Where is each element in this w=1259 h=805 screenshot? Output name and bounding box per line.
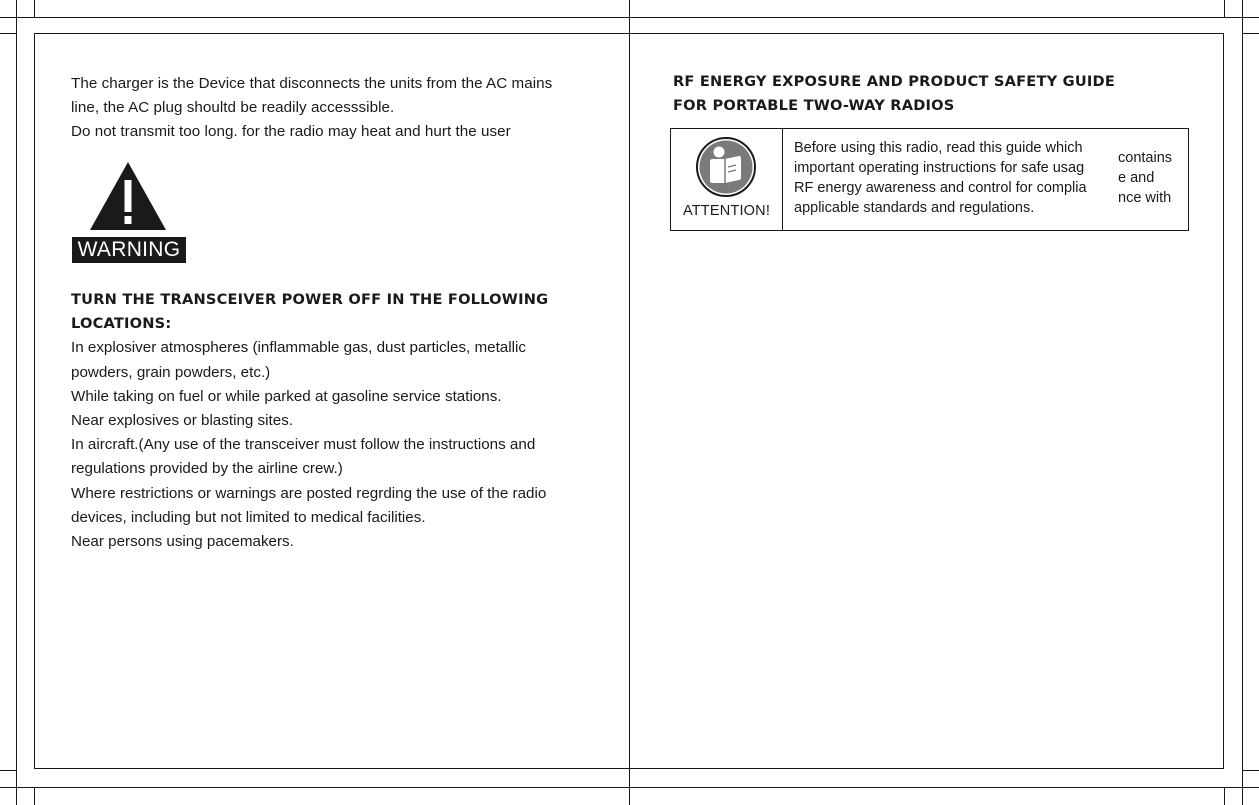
attention-text-line: RF energy awareness and control for complia [794, 180, 1087, 196]
location-line: Where restrictions or warnings are posted regrding the use of the radio [71, 484, 547, 502]
section-heading: TURN THE TRANSCEIVER POWER OFF IN THE FOLLOWING [71, 291, 549, 308]
crop-mark [0, 33, 16, 34]
rf-guide-heading [673, 70, 1193, 118]
attention-label: ATTENTION! [682, 203, 771, 219]
left-intro-text [71, 72, 611, 144]
trim-line-left [16, 0, 17, 805]
intro-line: The charger is the Device that disconnects the units from the AC mains [71, 75, 553, 92]
attention-overflow-text [1118, 148, 1188, 208]
warning-label: WARNING [72, 237, 186, 263]
page-fold-divider [629, 0, 630, 805]
location-line: While taking on fuel or while parked at gasoline service stations. [71, 387, 502, 405]
crop-mark [0, 770, 16, 771]
crop-mark [1224, 788, 1225, 805]
location-line: Near explosives or blasting sites. [71, 412, 294, 430]
locations-section [71, 288, 616, 554]
heading-line: RF ENERGY EXPOSURE AND PRODUCT SAFETY GUIDE [673, 73, 1115, 90]
attention-text-line: important operating instructions for safe usag [794, 160, 1085, 176]
attention-text-line: Before using this radio, read this guide which [794, 140, 1083, 156]
intro-line: line, the AC plug shoultd be readily accesssible. [71, 99, 395, 116]
attention-overflow-line: contains [1118, 150, 1173, 166]
crop-mark [1224, 0, 1225, 17]
location-line: In aircraft.(Any use of the transceiver must follow the instructions and [71, 436, 536, 454]
trim-line-right [1242, 0, 1243, 805]
intro-line: Do not transmit too long. for the radio may heat and hurt the user [71, 123, 511, 140]
location-line: devices, including but not limited to medical facilities. [71, 508, 426, 526]
attention-divider [782, 129, 783, 230]
crop-mark [34, 788, 35, 805]
crop-mark [34, 0, 35, 17]
crop-mark [1243, 33, 1259, 34]
location-line: In explosiver atmospheres (inflammable gas, dust particles, metallic [71, 339, 526, 357]
crop-mark [1243, 770, 1259, 771]
attention-overflow-line: nce with [1118, 190, 1172, 206]
attention-overflow-line: e and [1118, 170, 1155, 186]
section-heading: LOCATIONS: [71, 315, 172, 333]
location-line: powders, grain powders, etc.) [71, 363, 271, 381]
attention-text [794, 138, 1124, 218]
warning-sign [72, 160, 186, 264]
location-line: regulations provided by the airline crew.) [71, 460, 343, 478]
heading-line: FOR PORTABLE TWO-WAY RADIOS [673, 97, 955, 114]
read-manual-icon [696, 137, 756, 197]
location-line: Near persons using pacemakers. [71, 533, 294, 551]
warning-triangle-icon [88, 160, 168, 232]
attention-box [670, 128, 1189, 231]
attention-text-line: applicable standards and regulations. [794, 200, 1035, 216]
